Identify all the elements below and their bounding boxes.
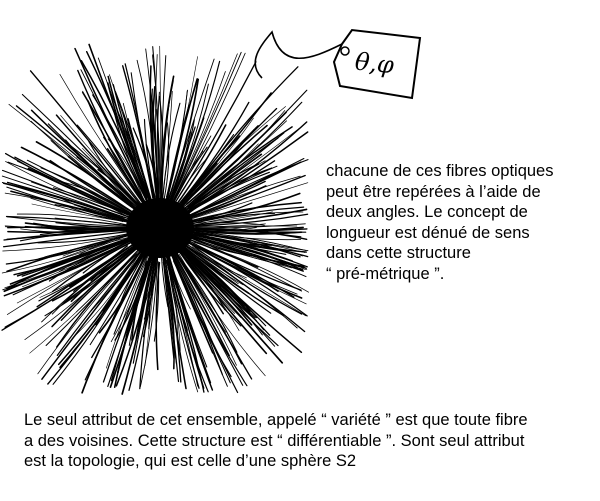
caption-bottom xyxy=(24,410,594,472)
caption-right-line: longueur est dénué de sens xyxy=(326,223,530,242)
caption-right xyxy=(326,161,596,284)
tag-label: θ,φ xyxy=(353,47,396,80)
caption-bottom-line: a des voisines. Cette structure est “ différentiable ”. Sont seul attribut xyxy=(24,431,525,450)
caption-right-line: dans cette structure xyxy=(326,244,471,262)
caption-right-line: deux angles. Le concept de xyxy=(326,203,528,221)
caption-right-line: chacune de ces fibres optiques xyxy=(326,162,554,180)
tag-string xyxy=(255,32,342,78)
caption-bottom-line: est la topologie, qui est celle d’une sphère S2 xyxy=(24,452,357,470)
caption-right-line: peut être repérées à l’aide de xyxy=(326,182,541,201)
caption-right-line: “ pré-métrique ”. xyxy=(326,264,445,283)
caption-bottom-line: Le seul attribut de cet ensemble, appelé “ variété ” est que toute fibre xyxy=(24,411,528,429)
